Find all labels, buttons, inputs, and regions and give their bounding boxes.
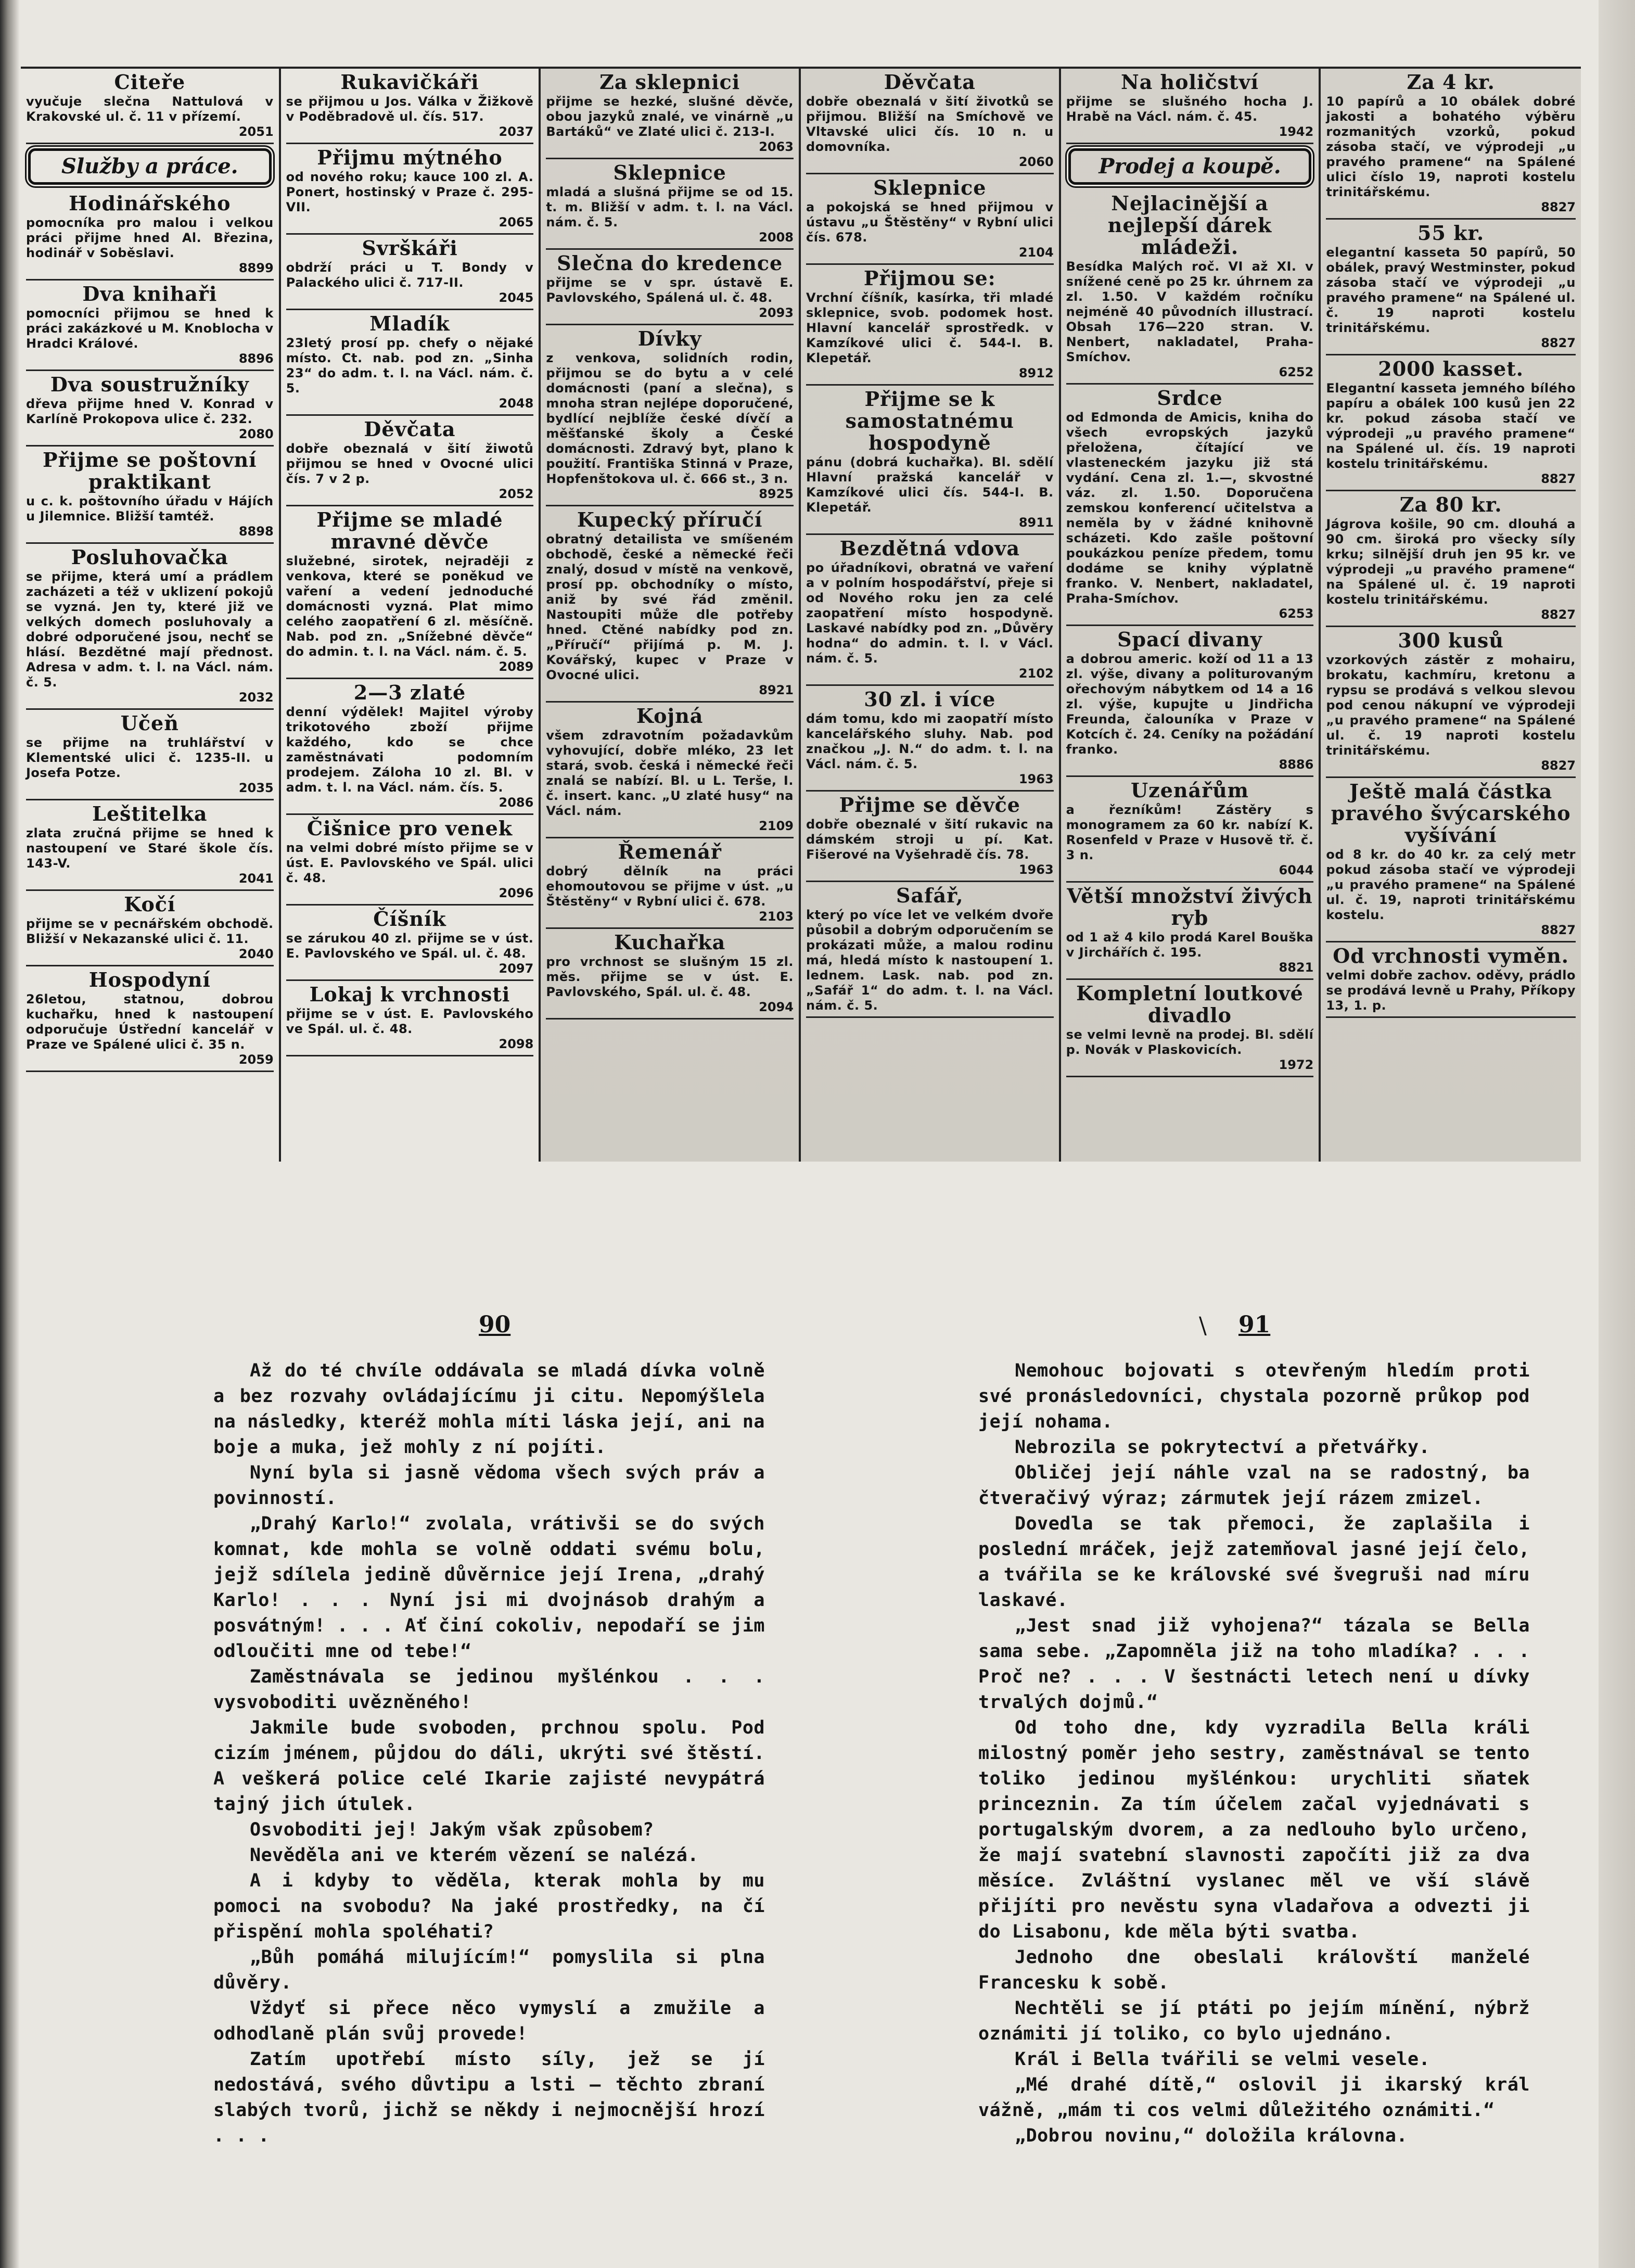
classified-ad xyxy=(26,800,274,891)
ad-number: 2037 xyxy=(499,124,534,139)
ad-heading: Od vrchnosti vyměn. xyxy=(1333,944,1569,967)
classified-ad xyxy=(26,710,274,800)
paragraph: Zaměstnávala se jedinou myšlénkou . . . vysvoboditi uvězněného! xyxy=(213,1666,765,1713)
page-number-left: 90 xyxy=(479,1311,511,1338)
ad-text: dobře obeznalé v šití rukavic na dámském stroji u pí. Kat. Fišerové na Vyšehradě čís. 78. xyxy=(806,817,1054,862)
classified-ad xyxy=(546,69,794,159)
ad-text: od 1 až 4 kilo prodá Karel Bouška v Jirchářích č. 195. xyxy=(1066,930,1314,960)
ad-text: u c. k. poštovního úřadu v Hájích u Jilemnice. Bližší tamtéž. xyxy=(26,494,274,524)
paragraph: Vždyť si přece něco vymyslí a zmužile a odhodlaně plán svůj provede! xyxy=(213,1998,765,2044)
ad-text: od nového roku; kauce 100 zl. A. Ponert, hostinský v Praze č. 295-VII. xyxy=(286,170,534,214)
paragraph: Od toho dne, kdy vyzradila Bella králi milostný poměr jeho sestry, zaměstnával se tento toliko jedinou myšlénkou: urychliti sňatek princeznin. Za tím účelem začal vyjednávati s portugalským dvorem, a za nedlouho bylo určeno, že mají svatební slavnosti započíti již za dva měsíce. Zvláštní vyslanec měl ve vší slávě přijíti pro nevěstu syna vladařova a odvezti ji do Lisabonu, kde měla býti svatba. xyxy=(978,1717,1530,1942)
page-number-right: 91 xyxy=(1238,1311,1271,1338)
ad-number: 2059 xyxy=(238,1052,274,1067)
classified-ad xyxy=(1066,626,1314,777)
ad-text: Jágrova košile, 90 cm. dlouhá a 90 cm. široká pro všecky síly krku; silnější druh jen 95 kr. ve výprodeji „u pravého pramene“ na Spálené ul. č. 19 naproti kostelu trinitářskému. xyxy=(1326,517,1576,607)
ad-text: z venkova, solidních rodin, přijmou se do bytu a v celé domácnosti (paní a slečna), s mnoha stran nejlépe doporučené, bydlící nejblíže české dívčí a měšťanské školy a České domácnosti. Zdravý byt, plano k použití. Františka Stinná v Praze, Hopfenštokova ul. č. 666 st., 3 n. xyxy=(546,351,794,486)
classified-ad xyxy=(26,544,274,710)
classified-ad xyxy=(1326,220,1576,355)
ad-heading: Číšník xyxy=(373,907,446,931)
classified-ad xyxy=(26,371,274,447)
ad-number: 8827 xyxy=(1541,200,1576,214)
paragraph: Až do té chvíle oddávala se mladá dívka volně a bez rozvahy ovládajícímu ji citu. Nepomýšlela na následky, kteréž mohla míti láska její, ani na boje a muka, jež mohly z ní pojíti. xyxy=(213,1360,765,1458)
ad-text: služebné, sirotek, nejraději z venkova, které se poněkud ve vaření a vedení jednoduché domácnosti vyzná. Plat mimo celého zaopatření 6 zl. měsíčně. Nab. pod zn. „Snížebné děvče“ do admin. t. l. na Václ. nám. č. 5. xyxy=(286,554,534,659)
classified-ad xyxy=(286,416,534,506)
ad-text: Besídka Malých roč. VI až XI. v snížené ceně po 25 kr. úhrnem za zl. 1.50. V každém ročníku nejméně 40 původních illustrací. Obsah 176—220 stran. V. Nenbert, nakladatel, Praha-Smíchov. xyxy=(1066,259,1314,364)
paragraph: Obličej její náhle vzal na se radostný, ba čtveračivý výraz; zármutek její rázem zmizel. xyxy=(978,1462,1530,1509)
ad-text: po úřadníkovi, obratná ve vaření a v polním hospodářství, přeje si od Nového roku jen za celé zaopatření místo hospodyně. Laskavé nabídky pod zn. „Důvěry hodna“ do admin. t. l. v Václ. nám. č. 5. xyxy=(806,560,1054,666)
paragraph: A i kdyby to věděla, kterak mohla by mu pomoci na svobodu? Na jaké prostředky, na čí přispění mohla spoléhati? xyxy=(213,1870,765,1942)
paragraph: Nechtěli se jí ptáti po jejím mínění, nýbrž oznámiti jí toliko, co bylo ujednáno. xyxy=(978,1998,1530,2044)
ad-heading: Kompletní loutkové divadlo xyxy=(1076,982,1304,1027)
ad-number: 1942 xyxy=(1279,124,1314,139)
ad-text: se velmi levně na prodej. Bl. sdělí p. Novák v Plaskovicích. xyxy=(1066,1027,1314,1057)
page-right-edge xyxy=(1599,0,1635,2268)
paragraph: Osvoboditi jej! Jakým však způsobem? xyxy=(250,1819,654,1840)
ad-heading: 300 kusů xyxy=(1398,629,1504,652)
ad-text: pánu (dobrá kuchařka). Bl. sdělí Hlavní pražská kancelář v Kamzíkové ulici čís. 544-I. B. Klepetář. xyxy=(806,455,1054,515)
ad-number: 8827 xyxy=(1541,607,1576,622)
ad-heading: Přijmou se: xyxy=(863,266,996,290)
classified-ad xyxy=(1326,778,1576,942)
classified-ad xyxy=(1066,69,1314,144)
ad-heading: Safář, xyxy=(896,884,964,907)
classified-ad xyxy=(546,838,794,929)
ad-heading: Bezdětná vdova xyxy=(839,537,1020,560)
classified-ad xyxy=(286,981,534,1056)
ad-number: 1972 xyxy=(1279,1057,1314,1072)
ad-heading: Přijme se děvče xyxy=(839,793,1020,817)
ad-number: 8896 xyxy=(238,351,274,366)
ad-number: 8827 xyxy=(1541,336,1576,350)
classified-ad xyxy=(286,235,534,310)
ad-number: 6253 xyxy=(1279,606,1314,621)
ad-text: dobře obeznalá v šití žiwotů přijmou se hned v Ovocné ulici čís. 7 v 2 p. xyxy=(286,441,534,486)
ad-text: se zárukou 40 zl. přijme se v úst. E. Pavlovského ve Spál. ul. č. 48. xyxy=(286,931,534,961)
ad-number: 1963 xyxy=(1018,862,1054,877)
ad-number: 2080 xyxy=(238,427,274,441)
ad-text: přijme se v spr. ústavě E. Pavlovského, Spálená ul. č. 48. xyxy=(546,275,794,305)
ad-number: 2035 xyxy=(238,781,274,795)
ads-column-6 xyxy=(1321,69,1581,1162)
ad-heading: Dva soustružníky xyxy=(50,373,249,396)
ad-text: 23letý prosí pp. chefy o nějaké místo. Ct. nab. pod zn. „Sinha 23“ do adm. t. l. na Václ. nám. č. 5. xyxy=(286,336,534,396)
ad-number: 8886 xyxy=(1279,757,1314,772)
ad-number: 1963 xyxy=(1018,772,1054,786)
classified-ad xyxy=(1066,777,1314,883)
ad-heading: Dva knihaři xyxy=(82,282,218,305)
ad-number: 2103 xyxy=(759,909,794,924)
classified-ad xyxy=(286,144,534,235)
ad-number: 6044 xyxy=(1279,863,1314,877)
ad-text: Vrchní číšník, kasírka, tři mladé sklepnice, svob. podomek host. Hlavní kancelář sprostředk. v Kamzíkové ulici č. 544-I. B. Klepetář. xyxy=(806,290,1054,365)
paragraph: Nebrozila se pokrytectví a přetvářky. xyxy=(1015,1437,1430,1458)
paragraph: „Drahý Karlo!“ zvolala, vrátivši se do svých komnat, kde mohla se volně oddati svému bolu, jejž sdílela jedině důvěrnice její Irena, „drahý Karlo! . . . Nyní jsi mi dvojnásob drahým a posvátným! . . . Ať činí cokoliv, nepodaří se jim odloučiti mne od tebe!“ xyxy=(213,1513,765,1662)
ad-heading: Posluhovačka xyxy=(71,545,228,569)
classified-ad xyxy=(806,686,1054,792)
ad-text: se přijmou u Jos. Válka v Žižkově v Poděbradově ul. čís. 517. xyxy=(286,94,534,124)
classified-ad xyxy=(546,159,794,250)
ad-text: pomocníka pro malou i velkou práci přijme hned Al. Březina, hodinář v Soběslavi. xyxy=(26,215,274,260)
classified-ad xyxy=(806,386,1054,535)
ad-text: přijme se hezké, slušné děvče, obou jazyků znalé, ve vinárně „u Bartáků“ ve Zlaté ulici č. 213-I. xyxy=(546,94,794,139)
ad-number: 2094 xyxy=(759,1000,794,1014)
ad-heading: Hospodyní xyxy=(88,968,211,991)
ad-number: 8899 xyxy=(238,261,274,275)
ad-text: se přijme na truhlářství v Klementské ulici č. 1235-II. u Josefa Potze. xyxy=(26,735,274,780)
classified-ad xyxy=(806,265,1054,386)
ad-number: 8821 xyxy=(1279,960,1314,975)
ad-heading: Svrškáři xyxy=(362,236,458,260)
paragraph: Nyní byla si jasně vědoma všech svých práv a povinností. xyxy=(213,1462,765,1509)
paragraph: Zatím upotřebí místo síly, jež se jí nedostává, svého důvtipu a lsti — těchto zbraní slabých tvorů, jichž se někdy i nejmocnější hrozí . . . xyxy=(213,2049,765,2146)
ad-text: a pokojská se hned přijmou v ústavu „u Štěstěny“ v Rybní ulici čís. 678. xyxy=(806,200,1054,245)
paragraph: Jednoho dne obeslali královští manželé Francesku k sobě. xyxy=(978,1947,1530,1993)
ad-number: 8912 xyxy=(1018,366,1054,380)
ad-text: zlata zručná přijme se hned k nastoupení ve Staré škole čís. 143-V. xyxy=(26,826,274,871)
ad-text: přijme se v pecnářském obchodě. Bližší v Nekazanské ulici č. 11. xyxy=(26,916,274,946)
ad-text: 10 papírů a 10 obálek dobré jakosti a bohatého výběru rozmanitých vzorků, pokud zásoba stačí, ve výprodeji „u pravého pramene“ na Spálené ulici číslo 19, naproti kostelu trinitářskému. xyxy=(1326,94,1576,199)
ad-text: dřeva přijme hned V. Konrad v Karlíně Prokopova ulice č. 232. xyxy=(26,397,274,426)
ad-heading: Ještě malá částka pravého švýcarského vyšívání xyxy=(1331,780,1571,847)
ad-heading: 55 kr. xyxy=(1417,221,1485,245)
ad-heading: Řemenář xyxy=(618,840,722,863)
classified-ad xyxy=(26,966,274,1072)
ad-heading: Uzenářům xyxy=(1130,779,1249,802)
ad-heading: Za sklepnici xyxy=(599,70,740,94)
ad-number: 2063 xyxy=(759,139,794,154)
ad-heading: Slečna do kredence xyxy=(557,251,783,275)
ad-heading: Větší množství živých ryb xyxy=(1067,884,1313,929)
paragraph: Nemohouc bojovati s otevřeným hledím proti své pronásledovníci, chystala pozorně průkop pod její nohama. xyxy=(978,1360,1530,1432)
ad-heading: Přijme se k samostatnému hospodyně xyxy=(845,387,1014,454)
page-91-text xyxy=(978,1358,1530,2149)
ad-number: 6252 xyxy=(1279,365,1314,379)
ad-heading: Lokaj k vrchnosti xyxy=(309,983,510,1006)
ad-text: pro vrchnost se slušným 15 zl. měs. přijme se v úst. E. Pavlovského, Spál. ul. č. 48. xyxy=(546,954,794,999)
ad-number: 2096 xyxy=(499,886,534,900)
ad-number: 2040 xyxy=(238,947,274,961)
ad-text: a řezníkům! Zástěry s monogramem za 60 kr. nabízí K. Rosenfeld v Praze v Husově tř. č. 3 n. xyxy=(1066,802,1314,862)
ad-number: 2089 xyxy=(499,659,534,674)
ad-number: 8827 xyxy=(1541,923,1576,937)
ad-heading: 2000 kasset. xyxy=(1378,357,1524,380)
classified-ad xyxy=(1066,190,1314,385)
ad-text: velmi dobře zachov. oděvy, prádlo se prodává levně u Prahy, Příkopy 13, 1. p. xyxy=(1326,968,1576,1013)
ads-column-5 xyxy=(1061,69,1321,1162)
section-heading-box: Prodej a koupě. xyxy=(1068,148,1312,185)
paragraph: Nevěděla ani ve kterém vězení se nalézá. xyxy=(250,1845,699,1866)
section-heading-box: Služby a práce. xyxy=(28,148,272,185)
ad-heading: Leštitelka xyxy=(92,802,208,825)
ad-heading: Nejlacinější a nejlepší dárek mládeži. xyxy=(1107,192,1272,259)
classified-ad xyxy=(286,815,534,906)
ad-heading: Děvčata xyxy=(364,417,456,441)
ad-heading: Za 80 kr. xyxy=(1399,493,1502,516)
classified-ad xyxy=(286,906,534,981)
classified-ad xyxy=(1066,883,1314,980)
ad-text: 26letou, statnou, dobrou kuchařku, hned k nastoupení odporučuje Ústřední kancelář v Praze ve Spálené ulici č. 35 n. xyxy=(26,992,274,1052)
classified-ad xyxy=(546,703,794,838)
ad-heading: Kupecký příručí xyxy=(577,508,763,531)
ad-heading: 2—3 zlaté xyxy=(353,681,466,704)
ad-number: 8898 xyxy=(238,524,274,539)
ad-text: elegantní kasseta 50 papírů, 50 obálek, pravý Westminster, pokud zásoba stačí ve výprodeji „u pravého pramene“ na Spálené ul. č. 19 naproti kostelu trinitářskému. xyxy=(1326,245,1576,335)
ad-heading: Přijmu mýtného xyxy=(317,146,503,169)
ad-text: který po více let ve velkém dvoře působil a dobrým odporučením se prokázati může, a malou rodinu má, hledá místo k nastoupení 1. lednem. Lask. nab. pod zn. „Safář 1“ do adm. t. l. na Václ. nám. č. 5. xyxy=(806,908,1054,1013)
ad-heading: Kočí xyxy=(124,893,176,916)
ad-heading: Děvčata xyxy=(884,70,976,94)
ad-number: 2045 xyxy=(499,290,534,305)
ads-column-1 xyxy=(21,69,281,1162)
ad-number: 2060 xyxy=(1018,155,1054,169)
classified-ad xyxy=(26,447,274,544)
ad-number: 8827 xyxy=(1541,472,1576,486)
ad-heading: Citeře xyxy=(114,70,186,94)
paragraph: „Jest snad již vyhojena?“ tázala se Bella sama sebe. „Zapomněla již na toho mladíka? . . . Proč ne? . . . V šestnácti letech není u dívky trvalých dojmů.“ xyxy=(978,1615,1530,1713)
paragraph: „Mé drahé dítě,“ oslovil ji ikarský král vážně, „mám ti cos velmi důležitého oznámiti.“ xyxy=(978,2074,1530,2121)
ad-number: 2102 xyxy=(1018,666,1054,681)
ad-text: všem zdravotním požadavkům vyhovující, dobře mléko, 23 let stará, svob. česká i německé řeči znalá se nabízí. Bl. u L. Terše, I. č. insert. kanc. „U zlaté husy“ na Václ. nám. xyxy=(546,728,794,818)
classified-ad xyxy=(26,190,274,281)
ad-text: mladá a slušná přijme se od 15. t. m. Bližší v adm. t. l. na Václ. nám. č. 5. xyxy=(546,185,794,230)
classified-ad xyxy=(806,174,1054,265)
ad-heading: Kuchařka xyxy=(614,931,726,954)
ad-text: od Edmonda de Amicis, kniha do všech evropských jazyků přeložena, čítající ve vlasteneckém jazyku již stá vydání. Cena zl. 1.—, skvostné váz. zl. 1.50. Doporučena zemskou konferencí učitelstva a neměla by v žádné knihovně scházeti. Kdo zašle poštovní poukázkou peníze předem, tomu dodáme se knihy výplatně franko. V. Nenbert, nakladatel, Praha-Smíchov. xyxy=(1066,410,1314,606)
ad-text: dobře obeznalá v šití životků se přijmou. Bližší na Smíchově ve Vltavské ulici čís. 10 n. u domovníka. xyxy=(806,94,1054,154)
ad-heading: Přijme se mladé mravné děvče xyxy=(316,508,503,553)
paragraph: Král i Bella tvářili se velmi vesele. xyxy=(1015,2049,1430,2070)
ads-column-3 xyxy=(541,69,801,1162)
classified-ad xyxy=(26,69,274,144)
ad-number: 8921 xyxy=(759,683,794,697)
classified-ad xyxy=(1326,942,1576,1018)
paragraph: „Bůh pomáhá milujícím!“ pomyslila si plna důvěry. xyxy=(213,1947,765,1993)
ad-text: od 8 kr. do 40 kr. za celý metr pokud zásoba stačí ve výprodeji „u pravého pramene“ na Spálené ul. č. 19, naproti trinitářskému kostelu. xyxy=(1326,847,1576,922)
classified-ad xyxy=(286,69,534,144)
ad-text: obdrží práci u T. Bondy v Palackého ulici č. 717-II. xyxy=(286,260,534,290)
page-90-text xyxy=(213,1358,765,2149)
classified-ad xyxy=(1326,491,1576,627)
ad-heading: Dívky xyxy=(637,327,702,350)
ad-heading: Mladík xyxy=(369,312,450,335)
ad-heading: Čišnice pro venek xyxy=(306,817,513,840)
classified-ad xyxy=(546,506,794,703)
paragraph: Dovedla se tak přemoci, že zaplašila i poslední mráček, jejž zatemňoval jasné její čelo, a tvářila se ke královské své švegruši nad míru laskavé. xyxy=(978,1513,1530,1611)
paragraph: „Dobrou novinu,“ doložila královna. xyxy=(1015,2125,1408,2146)
classified-ad xyxy=(806,535,1054,686)
ad-text: dám tomu, kdo mi zaopatří místo kancelářského sluhy. Nab. pod značkou „J. N.“ do adm. t. l. na Václ. nám. č. 5. xyxy=(806,711,1054,771)
ad-heading: Kojná xyxy=(636,704,704,728)
classified-ad xyxy=(26,281,274,371)
ad-text: vzorkových zástěr z mohairu, brokatu, kachmíru, kretonu a rypsu se prodává s velkou slevou pod cenou nákupní ve výprodeji „u pravého pramene“ na Spálené ul. č. 19 naproti kostelu trinitářskému. xyxy=(1326,653,1576,758)
ad-text: přijme se v úst. E. Pavlovského ve Spál. ul. č. 48. xyxy=(286,1006,534,1036)
ad-heading: Spací divany xyxy=(1117,628,1262,651)
ad-number: 2048 xyxy=(499,396,534,411)
ad-number: 2104 xyxy=(1018,245,1054,260)
ads-column-4 xyxy=(801,69,1061,1162)
ad-heading: Na holičství xyxy=(1120,70,1259,94)
ad-text: na velmi dobré místo přijme se v úst. E. Pavlovského ve Spál. ulici č. 48. xyxy=(286,840,534,885)
ad-number: 2093 xyxy=(759,305,794,320)
classified-ad xyxy=(1066,980,1314,1077)
classified-ad xyxy=(1326,69,1576,220)
classified-ad xyxy=(806,792,1054,882)
ad-number: 2097 xyxy=(499,961,534,976)
ad-number: 2041 xyxy=(238,871,274,886)
ad-heading: Rukavičkáři xyxy=(340,70,479,94)
ad-text: denní výdělek! Majitel výroby trikotového zboží přijme každého, kdo se chce zaměstnávati podomním prodejem. Záloha 10 zl. Bl. v adm. t. l. na Václ. nám. čís. 5. xyxy=(286,705,534,795)
ad-text: přijme se slušného hocha J. Hrabě na Václ. nám. č. 45. xyxy=(1066,94,1314,124)
classified-ad xyxy=(806,882,1054,1018)
ad-heading: Hodinářského xyxy=(69,192,231,215)
ad-heading: Učeň xyxy=(120,711,179,735)
paragraph: Jakmile bude svoboden, prchnou spolu. Pod cizím jménem, půjdou do dáli, ukrýti své štěstí. A veškerá police celé Ikarie zajisté nevypátrá tajný jich útulek. xyxy=(213,1717,765,1815)
ad-number: 8925 xyxy=(759,487,794,501)
ad-number: 2032 xyxy=(238,690,274,705)
ad-heading: Za 4 kr. xyxy=(1407,70,1495,94)
ad-number: 2052 xyxy=(499,487,534,501)
ads-column-2 xyxy=(281,69,541,1162)
ad-number: 2051 xyxy=(238,124,274,139)
classified-ad xyxy=(286,310,534,416)
ad-heading: Přijme se poštovní praktikant xyxy=(43,448,257,493)
classified-ad xyxy=(546,325,794,506)
ad-heading: Sklepnice xyxy=(613,161,726,184)
classified-ad xyxy=(806,69,1054,174)
classified-ad xyxy=(1326,627,1576,778)
ad-text: vyučuje slečna Nattulová v Krakovské ul. č. 11 v přízemí. xyxy=(26,94,274,124)
ad-text: dobrý dělník na práci ehomoutovou se přijme v úst. „u Štěstěny“ v Rybní ulici č. 678. xyxy=(546,864,794,909)
ad-number: 8827 xyxy=(1541,758,1576,773)
page-mark: \ xyxy=(1199,1313,1207,1339)
classified-ad xyxy=(1326,355,1576,491)
ad-number: 2086 xyxy=(499,795,534,810)
classified-ads-block xyxy=(21,67,1581,1162)
ad-number: 2098 xyxy=(499,1037,534,1051)
ad-text: pomocníci přijmou se hned k práci zakázkové u M. Knoblocha v Hradci Králové. xyxy=(26,306,274,351)
classified-ad xyxy=(546,929,794,1020)
ad-text: Elegantní kasseta jemného bílého papíru a obálek 100 kusů jen 22 kr. pokud zásoba stačí ve výprodeji „u pravého pramene“ na Spálené ul. čís. 19 naproti kostelu trinitářskému. xyxy=(1326,381,1576,471)
ad-number: 2109 xyxy=(759,819,794,833)
ad-number: 2008 xyxy=(759,230,794,245)
classified-ad xyxy=(286,506,534,679)
ad-number: 2065 xyxy=(499,215,534,230)
ad-heading: Sklepnice xyxy=(873,176,987,199)
ad-heading: 30 zl. i více xyxy=(864,687,996,711)
page-binding-edge xyxy=(0,0,20,2268)
ad-text: a dobrou americ. koží od 11 a 13 zl. výše, divany a politurovaným ořechovým nábytkem od 14 a 16 zl. výše, kupujte u Jindřicha Freunda, čalouníka v Praze v Kotcích č. 24. Ceníky na požádání franko. xyxy=(1066,652,1314,757)
classified-ad xyxy=(26,891,274,966)
ad-text: obratný detailista ve smíšeném obchodě, české a německé řeči znalý, dosud v místě na venkově, prosí pp. obchodníky o místo, aniž by své řád změnil. Nastoupiti může dle potřeby hned. Ctěné nabídky pod zn. „Příručí“ přijímá p. M. J. Kovářský, kupec v Praze v Ovocné ulici. xyxy=(546,532,794,682)
classified-ad xyxy=(1066,385,1314,626)
ad-text: se přijme, která umí a prádlem zacházeti a též v uklizení pokojů se vyzná. Jen ty, které již ve velkých domech posluhovaly a dobré odporučené jsou, nechť se hlásí. Bezdětné mají přednost. Adresa v adm. t. l. na Václ. nám. č. 5. xyxy=(26,569,274,690)
ad-heading: Srdce xyxy=(1157,386,1223,410)
classified-ad xyxy=(286,679,534,815)
ad-number: 8911 xyxy=(1018,515,1054,530)
classified-ad xyxy=(546,250,794,325)
